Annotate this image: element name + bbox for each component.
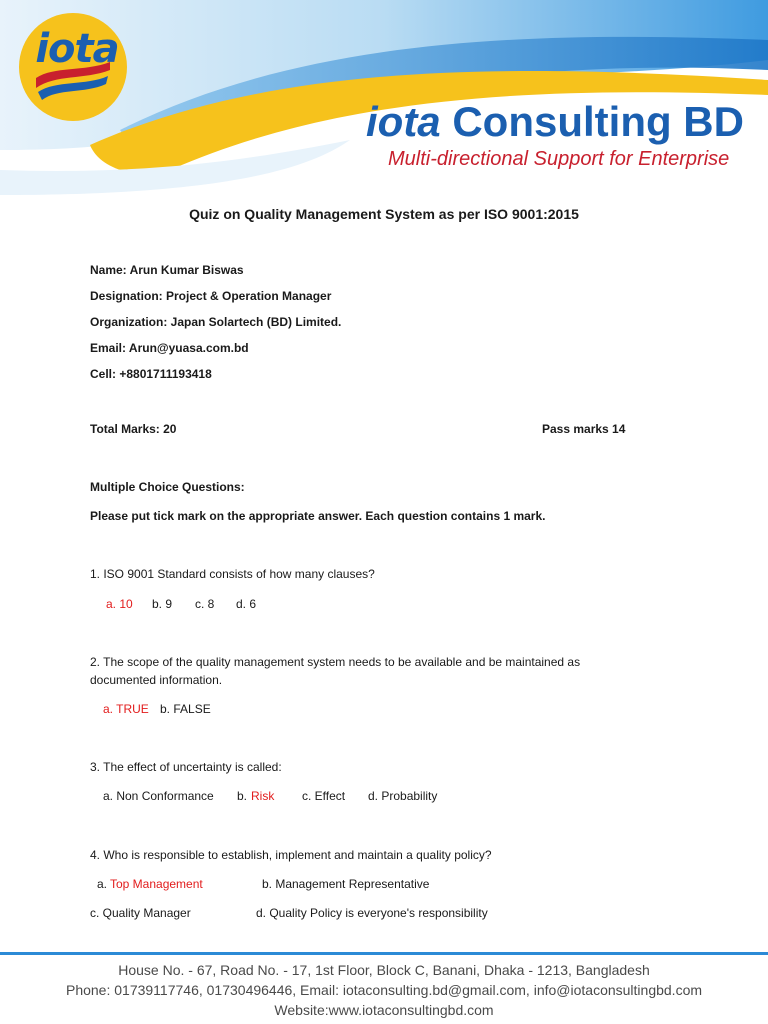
question-4-option-a-answer[interactable]: Top Management <box>110 877 203 891</box>
question-3-option-b-answer[interactable]: Risk <box>251 789 275 803</box>
question-2-text-line1: 2. The scope of the quality management system needs to be available and be maintained as <box>90 655 581 669</box>
document-title: Quiz on Quality Management System as per ISO 9001:2015 <box>189 206 579 222</box>
pass-marks: Pass marks 14 <box>542 422 626 436</box>
question-4-option-a-letter[interactable]: a. <box>97 877 108 891</box>
participant-designation: Designation: Project & Operation Manager <box>90 289 332 303</box>
question-4-option-c[interactable]: c. Quality Manager <box>90 906 191 920</box>
footer-address: House No. - 67, Road No. - 17, 1st Floor, Block C, Banani, Dhaka - 1213, Bangladesh <box>118 962 650 978</box>
total-marks: Total Marks: 20 <box>90 422 177 436</box>
brand-tagline: Multi-directional Support for Enterprise <box>388 148 730 170</box>
question-1-option-d[interactable]: d. 6 <box>236 597 257 611</box>
footer-contact: Phone: 01739117746, 01730496446, Email: iotaconsulting.bd@gmail.com, info@iotaconsultingbd.com <box>65 982 703 998</box>
footer-divider <box>0 952 768 955</box>
question-1-option-a[interactable]: a. 10 <box>106 597 133 611</box>
question-1-option-c[interactable]: c. 8 <box>195 597 215 611</box>
question-1-text: 1. ISO 9001 Standard consists of how many clauses? <box>90 567 375 581</box>
mcq-heading: Multiple Choice Questions: <box>90 480 245 494</box>
participant-name: Name: Arun Kumar Biswas <box>90 263 244 277</box>
question-2-option-b[interactable]: b. FALSE <box>160 702 211 716</box>
question-3-option-b-letter[interactable]: b. <box>237 789 248 803</box>
question-2-text-line2: documented information. <box>90 673 223 687</box>
logo-text: iota <box>35 26 119 72</box>
question-4-option-b[interactable]: b. Management Representative <box>262 877 430 891</box>
question-3-option-d[interactable]: d. Probability <box>368 789 438 803</box>
footer-website: Website:www.iotaconsultingbd.com <box>274 1002 494 1018</box>
participant-organization: Organization: Japan Solartech (BD) Limited. <box>90 315 342 329</box>
brand-name-rest: Consulting BD <box>440 98 744 145</box>
question-4-option-d[interactable]: d. Quality Policy is everyone's responsibility <box>256 906 488 920</box>
question-3-option-c[interactable]: c. Effect <box>302 789 346 803</box>
question-3-option-a[interactable]: a. Non Conformance <box>103 789 214 803</box>
question-3-text: 3. The effect of uncertainty is called: <box>90 760 282 774</box>
participant-cell: Cell: +8801711193418 <box>90 367 212 381</box>
mcq-instructions: Please put tick mark on the appropriate answer. Each question contains 1 mark. <box>90 509 546 523</box>
brand-name <box>366 98 744 146</box>
participant-email: Email: Arun@yuasa.com.bd <box>90 341 249 355</box>
brand-name-italic: iota <box>366 98 441 145</box>
question-2-option-a[interactable]: a. TRUE <box>103 702 149 716</box>
question-1-option-b[interactable]: b. 9 <box>152 597 173 611</box>
question-4-text: 4. Who is responsible to establish, implement and maintain a quality policy? <box>90 848 492 862</box>
